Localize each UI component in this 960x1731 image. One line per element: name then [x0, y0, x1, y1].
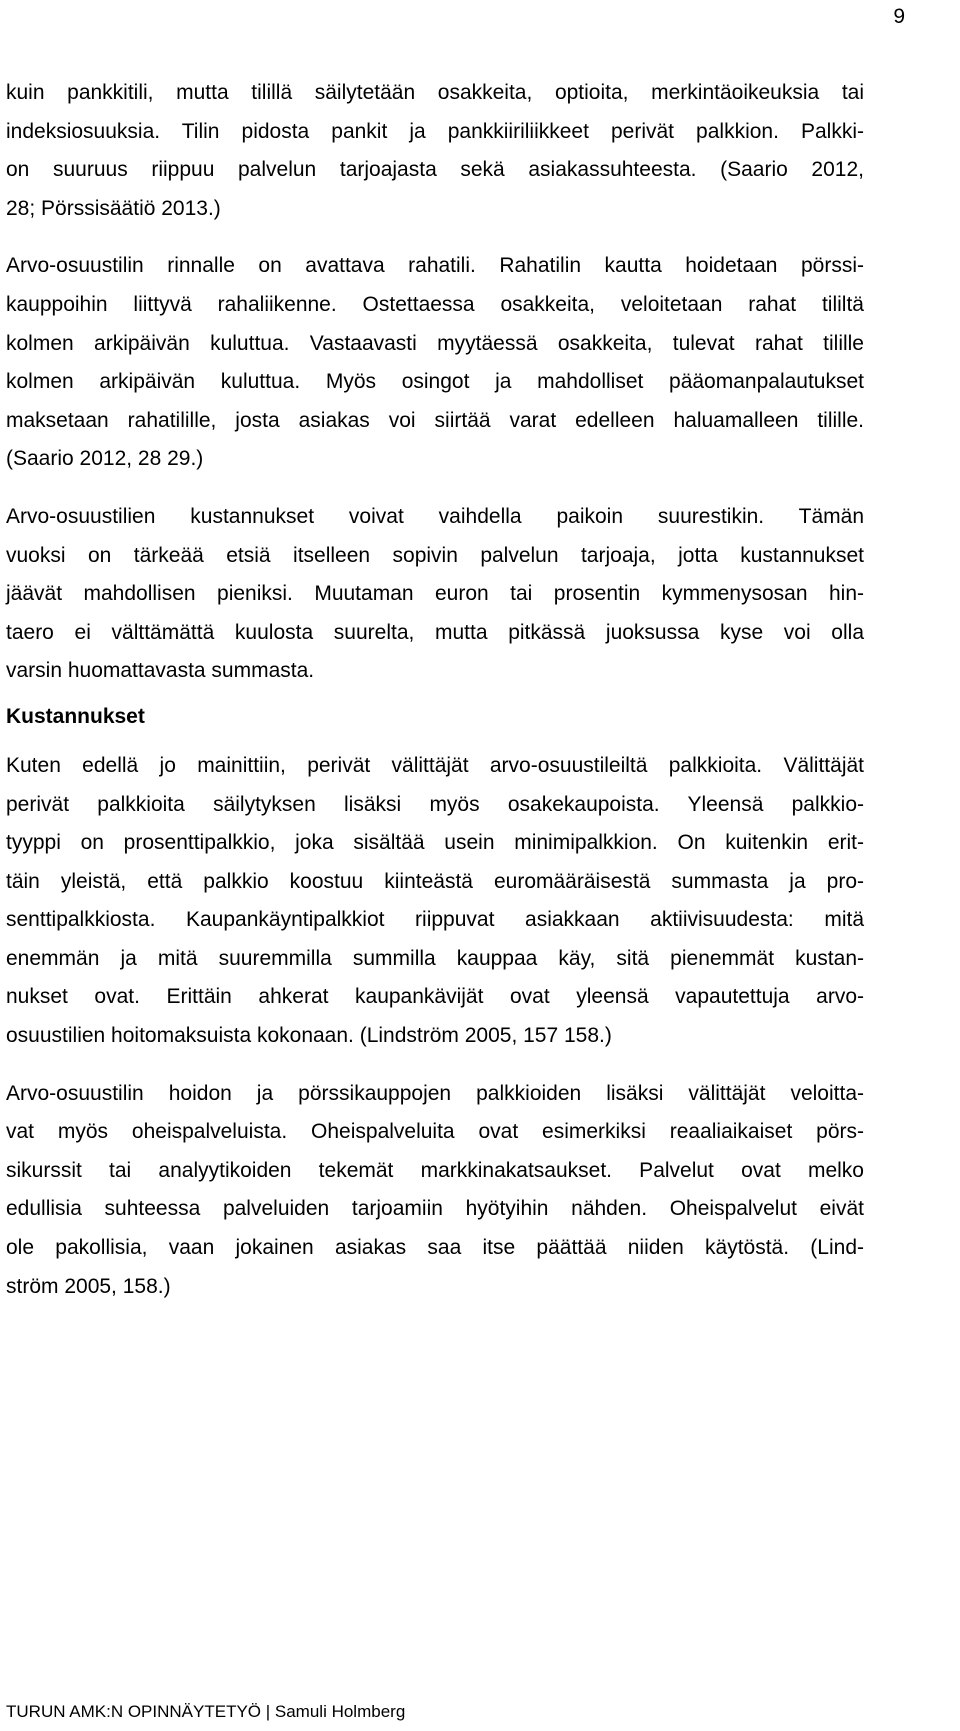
section-heading: Kustannukset [6, 704, 145, 728]
text-line: Arvo-osuustilin rinnalle on avattava rahatili. Rahatilin kautta hoidetaan pörssi- [6, 254, 864, 278]
paragraph-1 [6, 74, 864, 228]
text-line: enemmän ja mitä suuremmilla summilla kauppaa käy, sitä pienemmät kustan- [6, 946, 864, 970]
text-line: kuin pankkitili, mutta tilillä säilytetään osakkeita, optioita, merkintäoikeuksia tai [6, 81, 864, 104]
paragraph-gap [6, 479, 864, 498]
text-line: kolmen arkipäivän kuluttua. Myös osingot ja mahdolliset pääomanpalautukset [6, 370, 864, 394]
paragraph-gap [6, 228, 864, 247]
text-line: täin yleistä, että palkkio koostuu kiinteästä euromääräisestä summasta ja pro- [6, 869, 864, 893]
document-body [6, 74, 864, 1306]
paragraph-4 [6, 747, 864, 1056]
page-footer: TURUN AMK:N OPINNÄYTETYÖ | Samuli Holmberg [6, 1702, 406, 1721]
text-line: senttipalkkiosta. Kaupankäyntipalkkiot riippuvat asiakkaan aktiivisuudesta: mitä [6, 908, 864, 932]
paragraph-5 [6, 1075, 864, 1307]
text-line: on suuruus riippuu palvelun tarjoajasta sekä asiakassuhteesta. (Saario 2012, [6, 158, 864, 182]
text-line: tyyppi on prosenttipalkkio, joka sisältää usein minimipalkkion. On kuitenkin erit- [6, 831, 864, 855]
paragraph-3 [6, 498, 864, 691]
text-line: jäävät mahdollisen pieniksi. Muutaman euron tai prosentin kymmenysosan hin- [6, 582, 864, 606]
text-line: maksetaan rahatilille, josta asiakas voi siirtää varat edelleen haluamalleen tilille. [6, 408, 864, 432]
text-line: ström 2005, 158.) [6, 1274, 171, 1298]
text-line: (Saario 2012, 28 29.) [6, 447, 204, 471]
text-line: sikurssit tai analyytikoiden tekemät markkinakatsaukset. Palvelut ovat melko [6, 1158, 864, 1182]
text-line: nukset ovat. Erittäin ahkerat kaupankävijät ovat yleensä vapautettuja arvo- [6, 985, 864, 1009]
text-line: kolmen arkipäivän kuluttua. Vastaavasti myytäessä osakkeita, tulevat rahat tilille [6, 331, 864, 355]
paragraph-2 [6, 247, 864, 479]
text-line: Kuten edellä jo mainittiin, perivät välittäjät arvo-osuustileiltä palkkioita. Välittäjät [6, 753, 864, 777]
text-line: taero ei välttämättä kuulosta suurelta, mutta pitkässä juoksussa kyse voi olla [6, 620, 864, 644]
page-number: 9 [893, 5, 905, 28]
text-line: vuoksi on tärkeää etsiä itselleen sopivin palvelun tarjoaja, jotta kustannukset [6, 543, 864, 567]
text-line: 28; Pörssisäätiö 2013.) [6, 196, 221, 220]
text-line: ole pakollisia, vaan jokainen asiakas saa itse päättää niiden käytöstä. (Lind- [6, 1236, 864, 1260]
text-line: Arvo-osuustilin hoidon ja pörssikauppojen palkkioiden lisäksi välittäjät veloitta- [6, 1081, 864, 1105]
text-line: osuustilien hoitomaksuista kokonaan. (Lindström 2005, 157 158.) [6, 1024, 612, 1048]
text-line: edullisia suhteessa palveluiden tarjoamiin hyötyihin nähden. Oheispalvelut eivät [6, 1197, 864, 1221]
text-line: kauppoihin liittyvä rahaliikenne. Ostettaessa osakkeita, veloitetaan rahat tililtä [6, 292, 864, 316]
text-line: varsin huomattavasta summasta. [6, 659, 315, 683]
text-line: perivät palkkioita säilytyksen lisäksi myös osakekaupoista. Yleensä palkkio- [6, 792, 864, 816]
paragraph-gap [6, 1056, 864, 1075]
text-line: vat myös oheispalveluista. Oheispalveluita ovat esimerkiksi reaaliaikaiset pörs- [6, 1120, 864, 1144]
text-line: Arvo-osuustilien kustannukset voivat vaihdella paikoin suurestikin. Tämän [6, 504, 864, 528]
text-line: indeksiosuuksia. Tilin pidosta pankit ja pankkiiriliikkeet perivät palkkion. Palkki- [6, 119, 864, 143]
